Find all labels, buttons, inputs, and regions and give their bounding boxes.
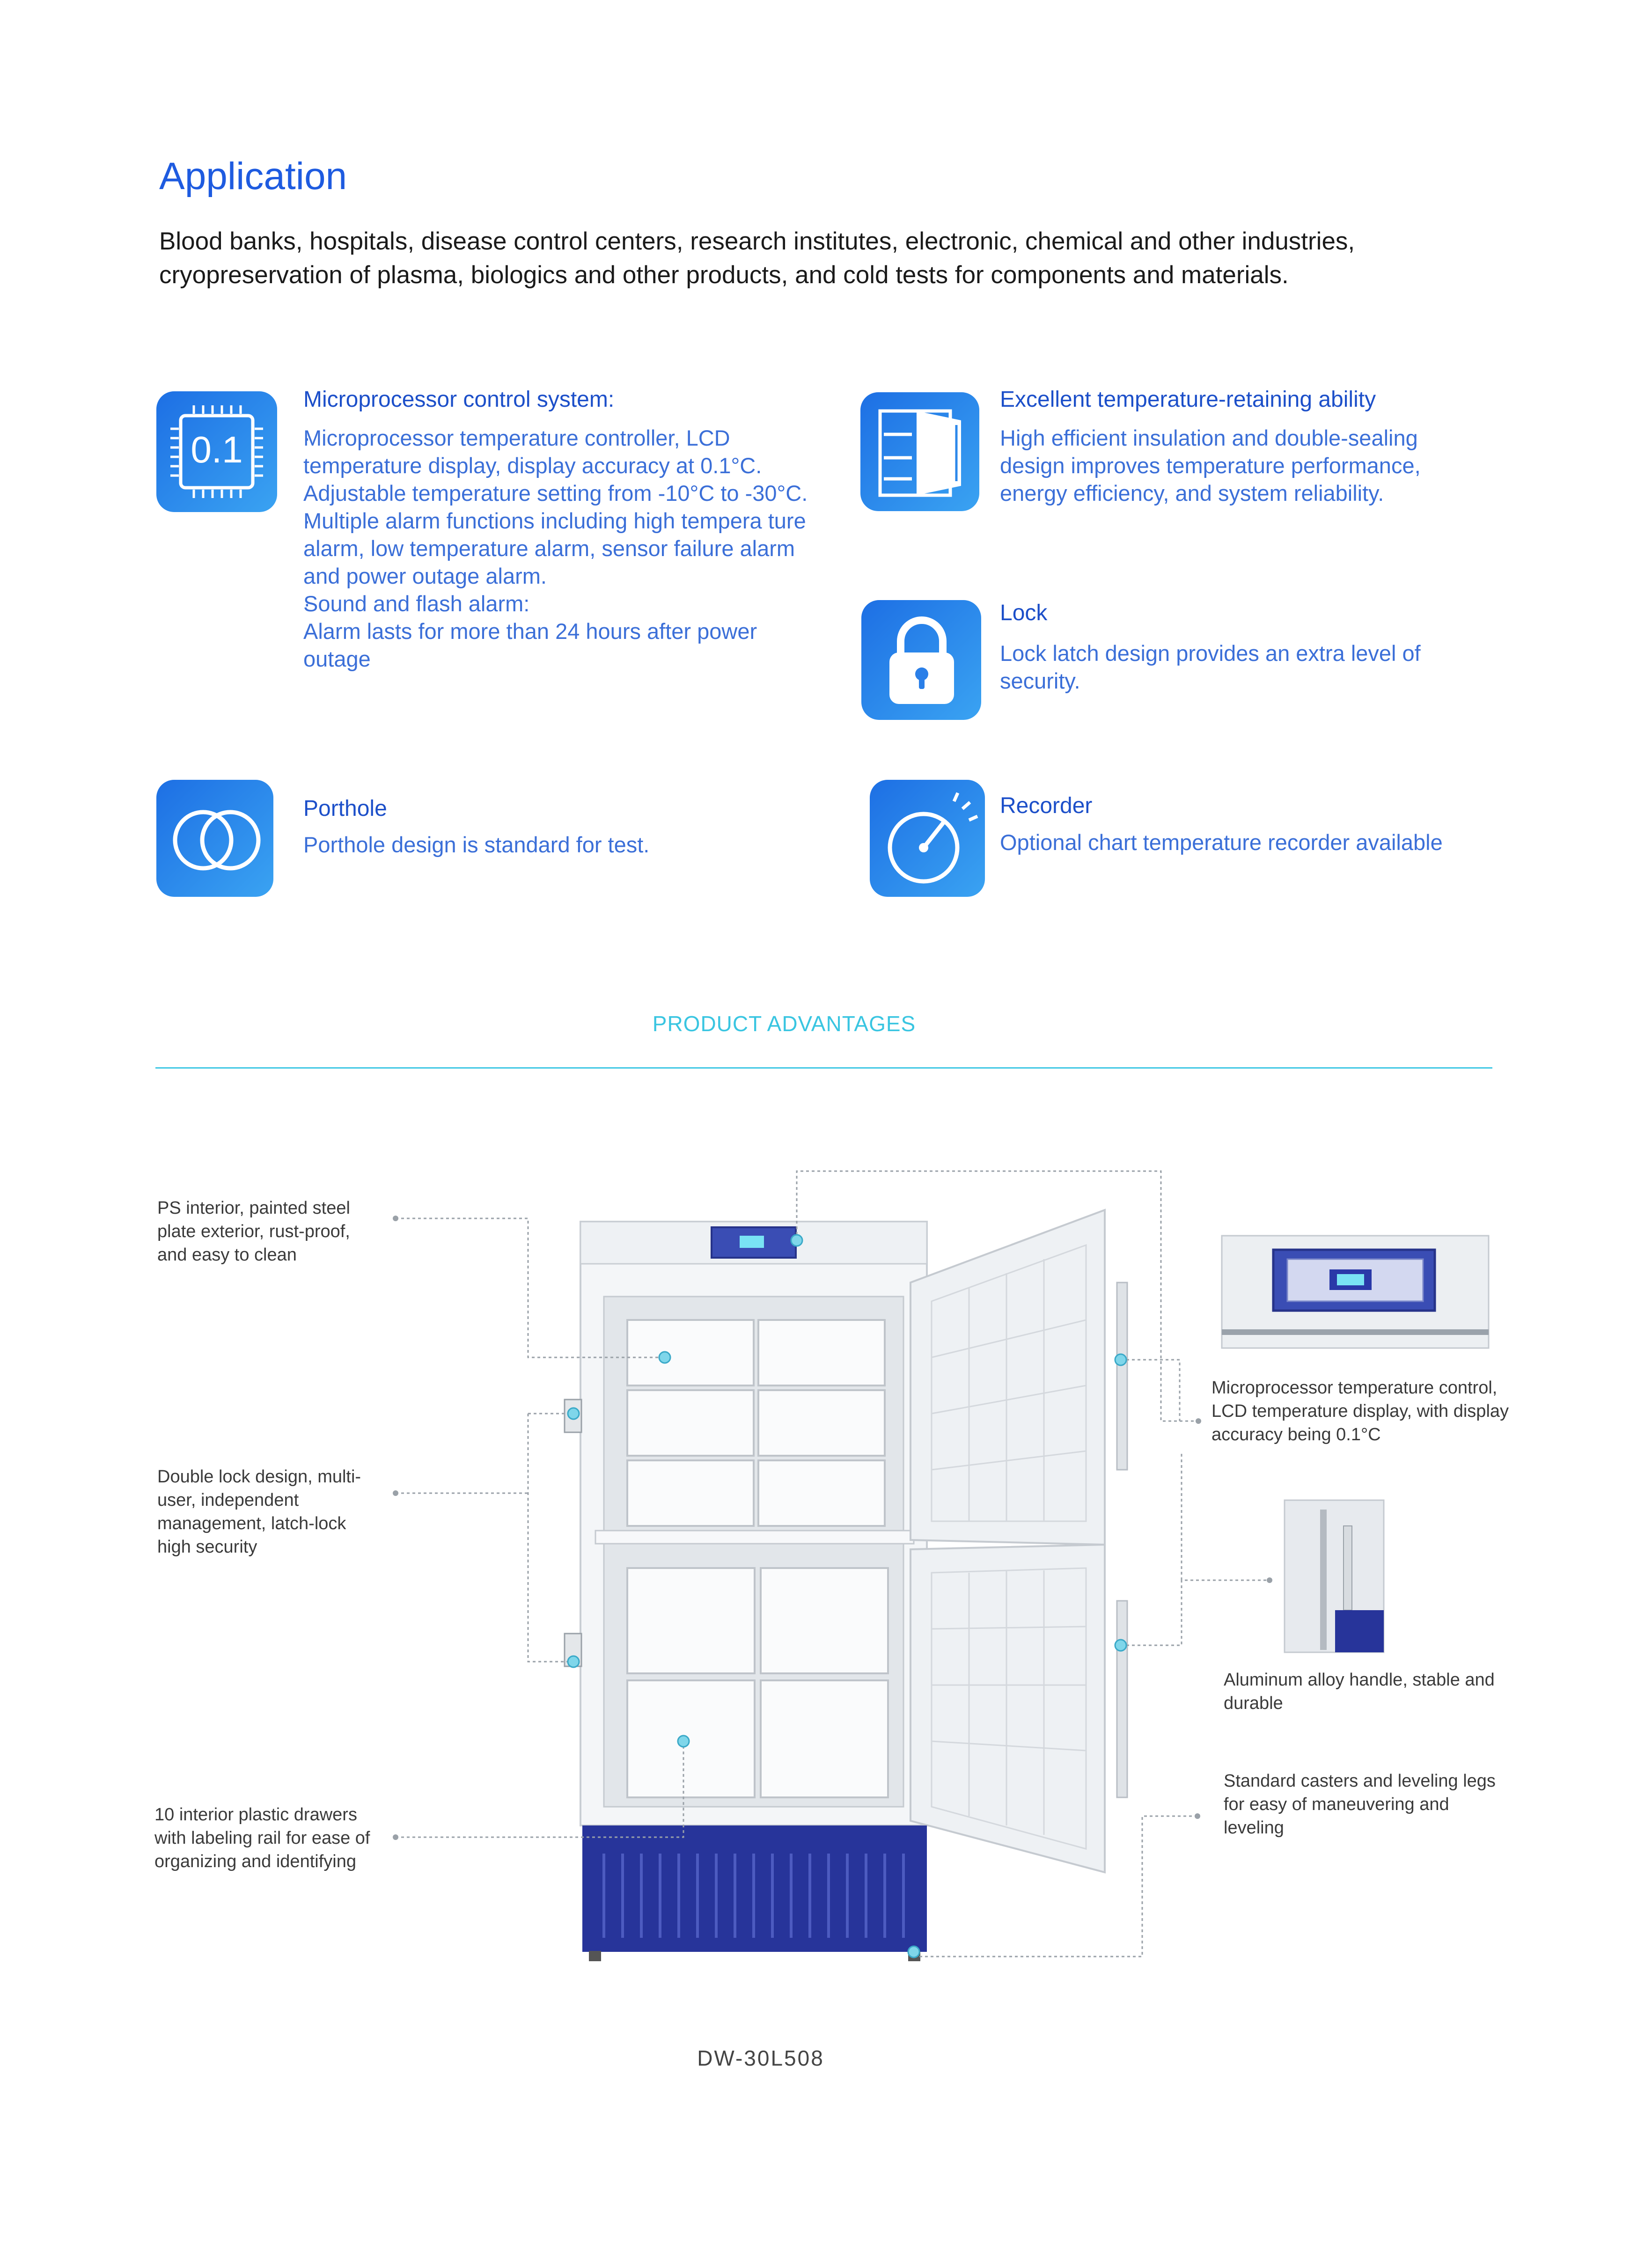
porthole-text: Porthole design is standard for test. bbox=[303, 832, 650, 857]
upper-door bbox=[910, 1210, 1105, 1545]
callout-handle: Aluminum alloy handle, stable and durable bbox=[1224, 1670, 1495, 1713]
porthole-icon bbox=[156, 780, 273, 897]
temperature-title: Excellent temperature-retaining ability bbox=[1000, 387, 1376, 412]
temperature-text: High efficient insulation and double-sealing design improves temperature performance, energy efficiency, and system reliability. bbox=[1000, 425, 1421, 506]
advantages-title: PRODUCT ADVANTAGES bbox=[652, 1012, 916, 1036]
lock-icon bbox=[861, 600, 981, 720]
application-title: Application bbox=[159, 155, 347, 198]
callout-interior: PS interior, painted steel plate exterior, rust-proof, and easy to clean bbox=[157, 1198, 350, 1265]
callout-casters: Standard casters and leveling legs for easy of maneuvering and leveling bbox=[1224, 1771, 1496, 1838]
drawers-upper bbox=[627, 1320, 885, 1526]
lock-text: Lock latch design provides an extra level of security. bbox=[1000, 641, 1421, 693]
handle-detail bbox=[1285, 1500, 1384, 1652]
microprocessor-bullet: · Alarm lasts for more than 24 hours after power outage bbox=[303, 617, 823, 673]
gauge-icon bbox=[870, 780, 985, 897]
recorder-text: Optional chart temperature recorder available bbox=[1000, 830, 1443, 855]
drawers-lower bbox=[627, 1568, 888, 1797]
microprocessor-bullets bbox=[303, 424, 823, 673]
lower-door bbox=[910, 1545, 1105, 1872]
section-divider bbox=[155, 1067, 1492, 1069]
freezer-base bbox=[582, 1825, 927, 1952]
control-panel bbox=[712, 1227, 796, 1258]
insulation-icon bbox=[860, 392, 979, 511]
lock-title: Lock bbox=[1000, 601, 1048, 625]
microprocessor-title: Microprocessor control system: bbox=[303, 387, 615, 412]
model-number: DW-30L508 bbox=[697, 2046, 824, 2070]
chip-icon bbox=[156, 391, 277, 512]
callout-controller: Microprocessor temperature control, LCD temperature display, with display accuracy being 0.1°C bbox=[1211, 1378, 1509, 1444]
microprocessor-bullet: · Sound and flash alarm: bbox=[303, 590, 823, 617]
microprocessor-bullet: · Microprocessor temperature controller, LCD temperature display, display accuracy at 0.1°C. Adjustable temperature setting from -10°C to -30°C. bbox=[303, 424, 823, 507]
controller-detail bbox=[1222, 1236, 1489, 1348]
freezer-cabinet bbox=[580, 1222, 927, 1825]
application-description: Blood banks, hospitals, disease control centers, research institutes, electronic, chemical and other industries, cryopreservation of plasma, biologics and other products, and cold tests for components and materials. bbox=[159, 227, 1355, 289]
callout-lock: Double lock design, multi-user, independent management, latch-lock high security bbox=[157, 1467, 361, 1557]
porthole-title: Porthole bbox=[303, 796, 387, 821]
chip-icon-label: 0.1 bbox=[191, 429, 243, 470]
callout-drawers: 10 interior plastic drawers with labeling rail for ease of organizing and identifying bbox=[154, 1805, 370, 1871]
recorder-title: Recorder bbox=[1000, 793, 1093, 818]
microprocessor-bullet: · Multiple alarm functions including high tempera ture alarm, low temperature alarm, sensor failure alarm and power outage alarm. bbox=[303, 507, 823, 590]
